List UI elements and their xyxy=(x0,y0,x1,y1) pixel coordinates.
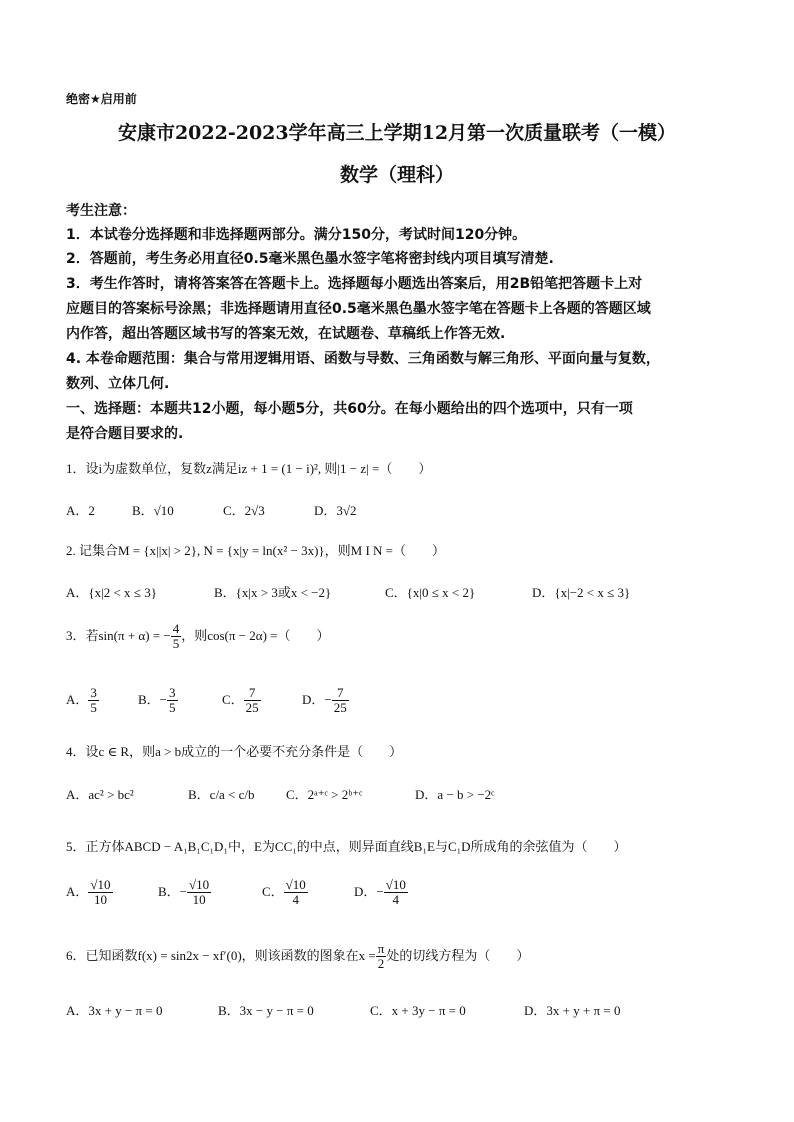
option-fraction xyxy=(332,686,349,716)
option-a[interactable]: A．ac² > bc² xyxy=(66,787,134,802)
numerator: 3 xyxy=(90,685,97,700)
option-fraction xyxy=(88,686,99,716)
option-letter: A． xyxy=(66,883,89,899)
notice-line: 内作答，超出答题区域书写的答案无效，在试题卷、草稿纸上作答无效. xyxy=(66,326,506,342)
notice-line: 数列、立体几何. xyxy=(66,376,170,392)
denominator: 10 xyxy=(93,892,107,908)
denominator: 5 xyxy=(90,700,97,716)
option-letter: D． xyxy=(354,883,377,899)
option-fraction xyxy=(88,878,112,908)
denominator: 2 xyxy=(377,956,385,972)
numerator: π xyxy=(377,941,385,956)
option-d[interactable]: D．3√2 xyxy=(314,503,357,518)
question-5-stem: 5．正方体ABCD − A₁B₁C₁D₁中，E为CC₁的中点，则异面直线B₁E与C₁D所成角的余弦值为（ ） xyxy=(66,839,627,854)
option-b[interactable]: B．√10 xyxy=(132,503,174,518)
stem-text: ，则cos(π − 2α) =（ ） xyxy=(181,627,330,643)
option-a[interactable]: A．3x + y − π = 0 xyxy=(66,1003,163,1018)
option-c[interactable]: C．{x|0 ≤ x < 2} xyxy=(385,585,476,600)
option-d[interactable] xyxy=(302,686,349,716)
option-letter: C． xyxy=(262,883,284,899)
denominator: 5 xyxy=(169,700,176,716)
question-6-stem xyxy=(66,942,529,972)
denominator: 10 xyxy=(192,892,206,908)
confidential-label: 绝密★启用前 xyxy=(66,92,137,106)
option-b[interactable]: B．3x − y − π = 0 xyxy=(218,1003,314,1018)
denominator: 4 xyxy=(392,892,400,908)
numerator: 3 xyxy=(169,685,176,700)
option-b[interactable] xyxy=(138,686,178,716)
notice-heading: 考生注意： xyxy=(66,203,136,219)
option-letter: C． xyxy=(222,691,244,707)
notice-line: 1．本试卷分选择题和非选择题两部分。满分150分，考试时间120分钟。 xyxy=(66,227,527,243)
fraction xyxy=(376,942,387,972)
option-sign: − xyxy=(159,691,168,707)
option-fraction xyxy=(244,686,261,716)
question-2-stem: 2. 记集合M = {x||x| > 2}, N = {x|y = ln(x² − 3x)}，则M I N =（ ） xyxy=(66,543,445,558)
section-heading: 一、选择题：本题共12小题，每小题5分，共60分。在每小题给出的四个选项中，只有一项 xyxy=(66,401,633,417)
denominator: 25 xyxy=(333,700,347,716)
denominator: 4 xyxy=(292,892,299,908)
option-letter: B． xyxy=(138,691,160,707)
option-b[interactable]: B．{x|x > 3或x < −2} xyxy=(214,585,332,600)
question-4-stem: 4．设c ∈ R，则a > b成立的一个必要不充分条件是（ ） xyxy=(66,744,403,759)
option-d[interactable]: D．{x|−2 < x ≤ 3} xyxy=(532,585,631,600)
option-sign: − xyxy=(376,883,384,899)
option-fraction xyxy=(187,878,211,908)
notice-line: 应题目的答案标号涂黑；非选择题请用直径0.5毫米黑色墨水签字笔在答题卡上各题的答题区域 xyxy=(66,301,651,317)
notice-line: 4. 本卷命题范围：集合与常用逻辑用语、函数与导数、三角函数与解三角形、平面向量与复数， xyxy=(66,351,660,367)
stem-text: 3．若sin(π + α) = − xyxy=(66,627,171,643)
option-c[interactable]: C．x + 3y − π = 0 xyxy=(370,1003,466,1018)
option-sign: − xyxy=(324,691,332,707)
option-a[interactable]: A．{x|2 < x ≤ 3} xyxy=(66,585,157,600)
subject-title: 数学（理科） xyxy=(339,164,454,186)
option-d[interactable]: D．a − b > −2ᶜ xyxy=(415,787,495,802)
option-c[interactable]: C．2√3 xyxy=(223,503,265,518)
option-letter: A． xyxy=(66,691,89,707)
numerator: √10 xyxy=(385,877,406,892)
option-fraction xyxy=(384,878,408,908)
numerator: 7 xyxy=(244,686,261,701)
option-sign: − xyxy=(179,883,188,899)
section-heading-cont: 是符合题目要求的. xyxy=(66,426,184,442)
option-d[interactable] xyxy=(354,878,408,908)
option-a[interactable] xyxy=(66,686,99,716)
denominator: 5 xyxy=(172,636,180,652)
option-fraction xyxy=(284,878,308,908)
option-d[interactable]: D．3x + y + π = 0 xyxy=(524,1003,621,1018)
question-3-stem xyxy=(66,622,329,652)
question-1-stem: 1．设i为虚数单位，复数z满足iz + 1 = (1 − i)², 则|1 − z| =（ ） xyxy=(66,461,432,476)
fraction xyxy=(171,622,182,652)
option-a[interactable] xyxy=(66,878,113,908)
denominator: 25 xyxy=(245,700,259,716)
stem-text: 处的切线方程为（ ） xyxy=(386,947,530,963)
stem-text: 6．已知函数f(x) = sin2x − xf′(0)，则该函数的图象在x = xyxy=(66,947,376,963)
numerator: 4 xyxy=(172,621,180,636)
exam-title: 安康市2022-2023学年高三上学期12月第一次质量联考（一模） xyxy=(117,122,677,144)
numerator: √10 xyxy=(189,877,210,892)
option-c[interactable] xyxy=(222,686,261,716)
notice-line: 2．答题前，考生务必用直径0.5毫米黑色墨水签字笔将密封线内项目填写清楚. xyxy=(66,251,554,267)
option-letter: B． xyxy=(158,883,180,899)
option-a[interactable]: A．2 xyxy=(66,503,95,518)
option-b[interactable]: B．c/a < c/b xyxy=(188,787,255,802)
notice-line: 3．考生作答时，请将答案答在答题卡上。选择题每小题选出答案后，用2B铅笔把答题卡上对 xyxy=(66,276,643,292)
option-fraction xyxy=(167,686,178,716)
option-b[interactable] xyxy=(158,878,211,908)
option-c[interactable]: C．2ᵃ⁺ᶜ > 2ᵇ⁺ᶜ xyxy=(286,787,363,802)
numerator: 7 xyxy=(332,686,349,701)
option-c[interactable] xyxy=(262,878,308,908)
numerator: √10 xyxy=(90,877,111,892)
numerator: √10 xyxy=(285,877,306,892)
option-letter: D． xyxy=(302,691,325,707)
